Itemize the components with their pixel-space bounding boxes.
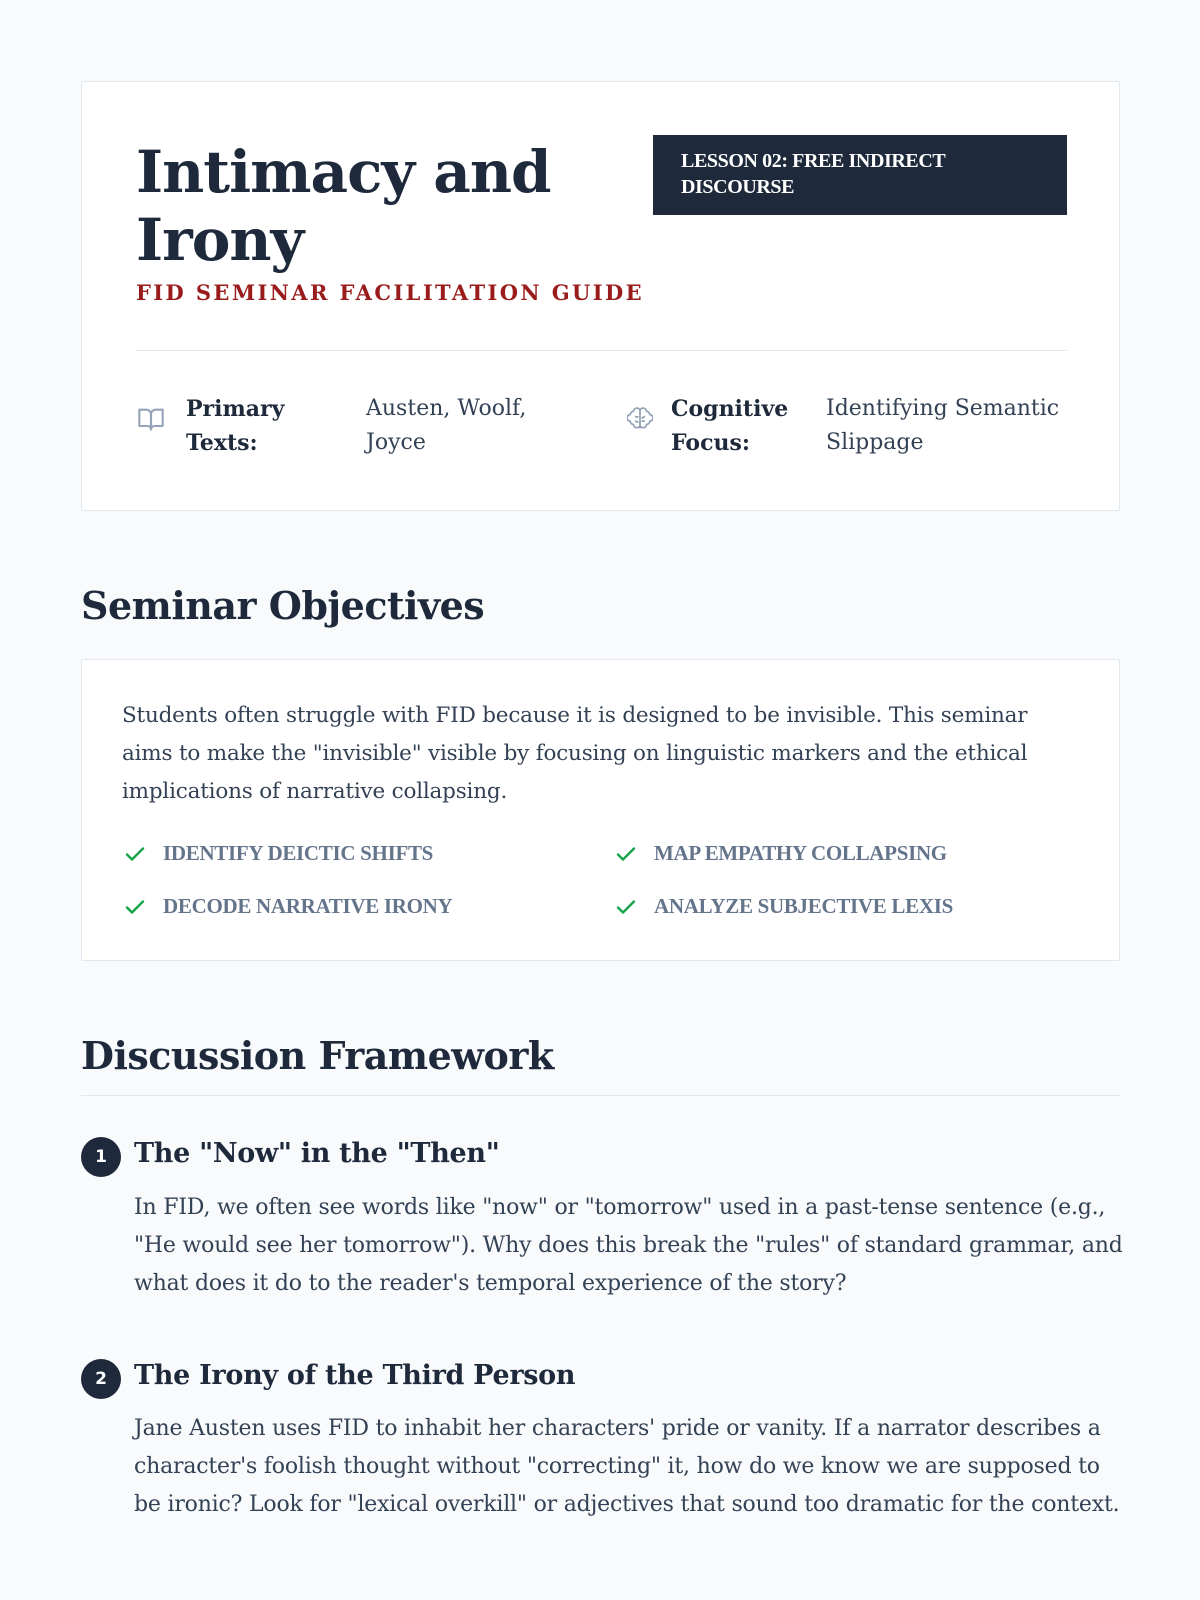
brain-icon [627,406,653,432]
objective-label: IDENTIFY DEICTIC SHIFTS [163,841,434,865]
objectives-heading: Seminar Objectives [81,583,485,628]
check-icon [123,895,147,919]
meta-value-cognitive-focus: Identifying Semantic Slippage [826,396,1060,455]
book-icon [136,405,166,433]
objective-item [614,894,953,919]
discussion-title-2: The Irony of the Third Person [134,1360,576,1391]
discussion-title-1: The "Now" in the "Then" [134,1138,500,1169]
framework-heading: Discussion Framework [81,1033,554,1078]
objectives-intro: Students often struggle with FID because it is designed to be invisible. This seminar aims to make the "invisible" visible by focusing on linguistic markers and the ethical implications of narrative collapsing. [122,703,1028,804]
objective-label: ANALYZE SUBJECTIVE LEXIS [654,894,953,918]
meta-label-primary-texts: Primary Texts: [186,396,285,456]
check-icon [123,842,147,866]
objective-item [614,841,947,866]
meta-value-primary-texts: Austen, Woolf, Joyce [366,396,527,455]
header-divider [136,350,1067,351]
objective-item [123,841,433,866]
check-icon [614,842,638,866]
discussion-body-1: In FID, we often see words like "now" or "tomorrow" used in a past-tense sentence (e.g., "He would see her tomorrow"). Why does this break the "rules" of standard grammar, and what does it do to the reader's temporal experience of the story? [134,1195,1123,1296]
lesson-badge: LESSON 02: FREE INDIRECT DISCOURSE [653,135,1067,215]
objective-label: MAP EMPATHY COLLAPSING [654,841,947,865]
discussion-body-2: Jane Austen uses FID to inhabit her characters' pride or vanity. If a narrator describes a character's foolish thought without "correcting" it, how do we know we are supposed to be ironic? Look for "lexical overkill" or adjectives that sound too dramatic for the context. [134,1416,1120,1517]
discussion-number-1: 1 [81,1137,121,1177]
objective-item [123,894,452,919]
objective-label: DECODE NARRATIVE IRONY [163,894,453,918]
objectives-card [81,659,1120,961]
check-icon [614,895,638,919]
page-subtitle: FID SEMINAR FACILITATION GUIDE [136,280,645,305]
page-title: Intimacy and Irony [136,138,551,274]
header-card [81,81,1120,511]
discussion-number-2: 2 [81,1359,121,1399]
framework-divider [81,1095,1120,1096]
meta-label-cognitive-focus: Cognitive Focus: [671,396,789,456]
